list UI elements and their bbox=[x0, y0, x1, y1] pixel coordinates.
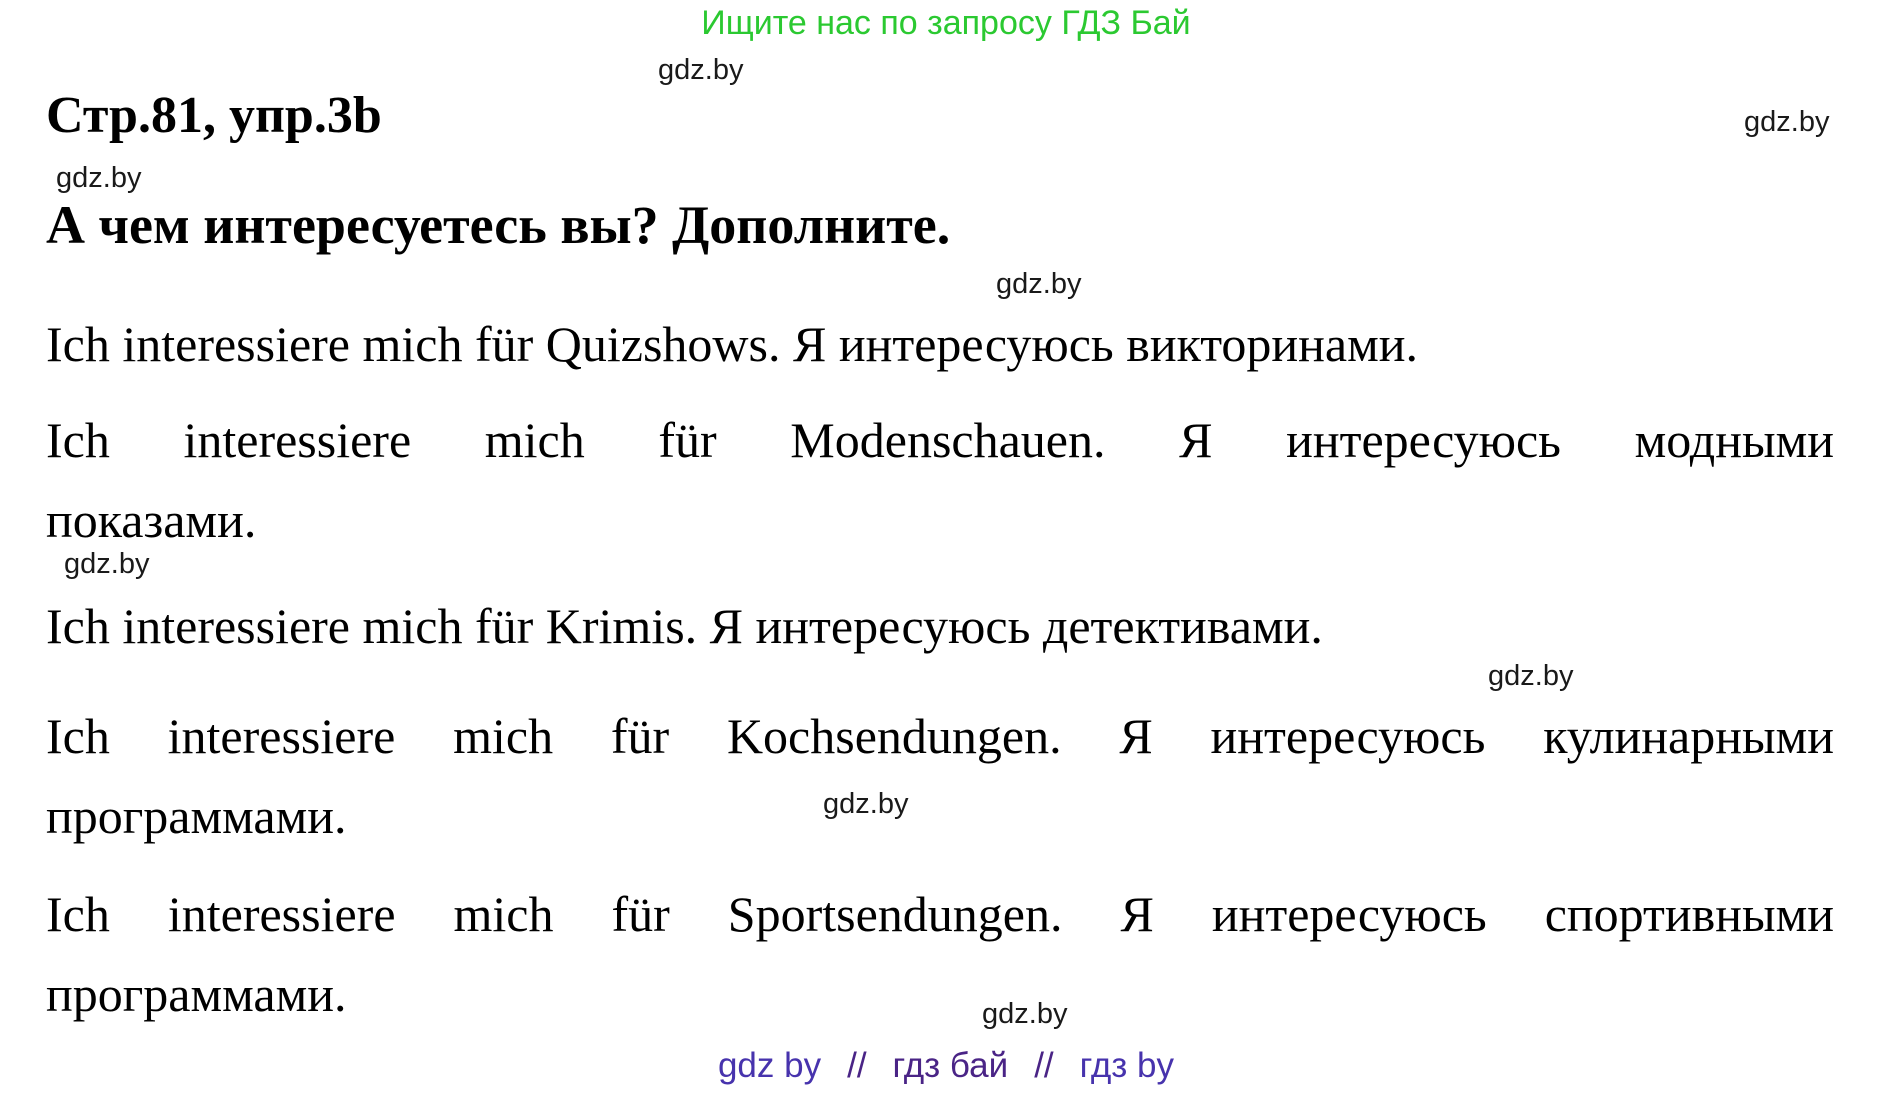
answer-line: Ich interessiere mich für Krimis. Я интересуюсь детективами. bbox=[46, 598, 1323, 654]
watermark-gdzby: gdz.by bbox=[658, 54, 744, 86]
answer-modenschauen bbox=[46, 400, 1834, 560]
answer-krimis bbox=[46, 586, 1834, 666]
watermark-gdzby: gdz.by bbox=[64, 548, 150, 580]
answer-sportsendungen bbox=[46, 874, 1834, 1034]
footer-keywords bbox=[0, 1046, 1892, 1086]
answer-line: Ich interessiere mich für Modenschauen. Я интересуюсь модными bbox=[46, 412, 1834, 468]
answer-line: программами. bbox=[46, 966, 347, 1022]
answer-line: Ich interessiere mich für Kochsendungen. Я интересуюсь кулинарными bbox=[46, 708, 1834, 764]
answer-line: Ich interessiere mich für Quizshows. Я интересуюсь викторинами. bbox=[46, 316, 1419, 372]
watermark-gdzby: gdz.by bbox=[996, 268, 1082, 300]
footer-segment-3: // bbox=[1034, 1046, 1054, 1085]
footer-segment-2: гдз бай bbox=[892, 1046, 1009, 1085]
promo-banner: Ищите нас по запросу ГДЗ Бай bbox=[701, 4, 1191, 42]
answer-kochsendungen bbox=[46, 696, 1834, 856]
page-title: Стр.81, упр.3b bbox=[46, 87, 382, 144]
footer-segment-0: gdz by bbox=[717, 1046, 822, 1085]
answer-line: показами. bbox=[46, 492, 257, 548]
watermark-gdzby: gdz.by bbox=[56, 162, 142, 194]
task-heading: А чем интересуетесь вы? Дополните. bbox=[46, 195, 951, 255]
footer-segment-4: гдз by bbox=[1079, 1046, 1175, 1085]
watermark-gdzby: gdz.by bbox=[823, 788, 909, 820]
answer-quizshows bbox=[46, 304, 1834, 384]
watermark-gdzby: gdz.by bbox=[982, 998, 1068, 1030]
footer-segment-1: // bbox=[847, 1046, 867, 1085]
watermark-gdzby: gdz.by bbox=[1488, 660, 1574, 692]
answer-line: Ich interessiere mich für Sportsendungen. Я интересуюсь спортивными bbox=[46, 886, 1834, 942]
answer-line: программами. bbox=[46, 788, 347, 844]
watermark-gdzby: gdz.by bbox=[1744, 106, 1830, 138]
